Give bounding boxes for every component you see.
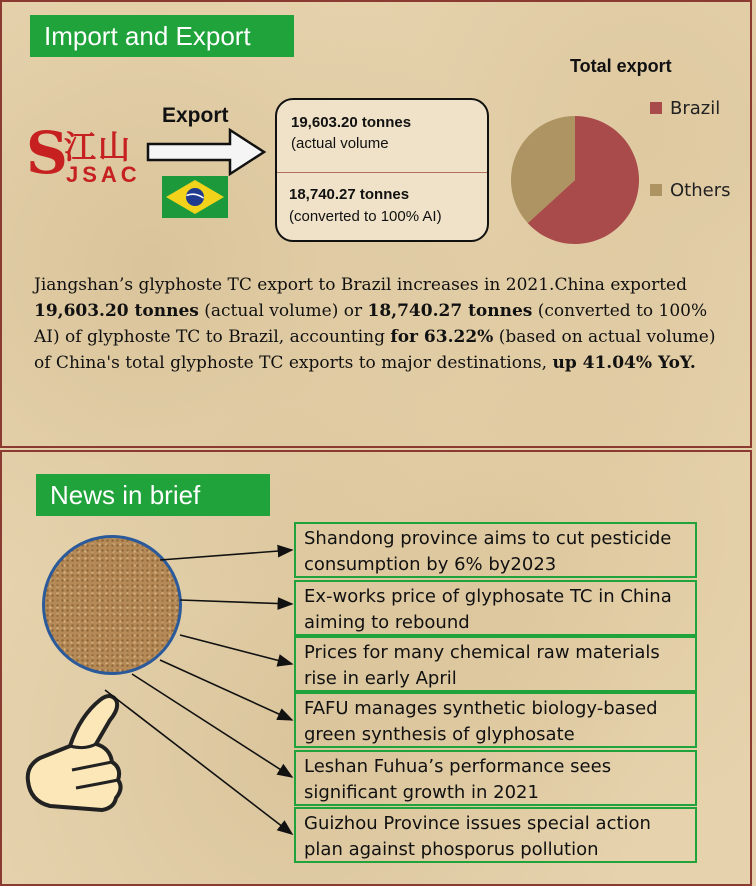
legend-swatch-others (650, 184, 662, 196)
brazil-flag-icon (162, 176, 228, 218)
news-item[interactable]: Shandong province aims to cut pesticide consumption by 6% by2023 (294, 522, 697, 578)
legend-item-others (650, 180, 731, 201)
export-summary-paragraph (34, 272, 734, 376)
volume-divider (277, 172, 487, 173)
total-export-pie-chart (505, 110, 645, 250)
cork-board-image (42, 535, 182, 675)
legend-label-others: Others (670, 180, 731, 201)
pie-chart-title: Total export (570, 56, 672, 76)
news-item[interactable]: Guizhou Province issues special action plan against phosporus pollution (294, 807, 697, 863)
summary-share: for 63.22% (390, 327, 494, 347)
export-arrow-icon (146, 126, 268, 178)
summary-converted-volume: 18,740.27 tonnes (367, 301, 533, 321)
legend-item-brazil (650, 98, 720, 119)
logo-chinese-text: 江山 (64, 128, 133, 166)
summary-text: (actual volume) or (198, 301, 368, 321)
converted-volume-value: 18,740.27 tonnes (289, 186, 410, 203)
news-heading: News in brief (36, 474, 270, 516)
summary-growth: up 41.04% YoY. (552, 353, 696, 373)
news-item[interactable]: Prices for many chemical raw materials rise in early April (294, 636, 697, 692)
logo-s-mark: S (26, 119, 68, 187)
news-item[interactable]: Leshan Fuhua’s performance sees significant growth in 2021 (294, 750, 697, 806)
summary-text: (converted to 100% AI) of glyphoste TC to Brazil, accounting (34, 301, 708, 347)
converted-volume-note: (converted to 100% AI) (289, 208, 442, 225)
actual-volume-note: (actual volume (291, 135, 389, 152)
summary-text: Jiangshan’s glyphoste TC export to Brazil increases in 2021.China exported (34, 275, 687, 295)
news-item[interactable]: Ex-works price of glyphosate TC in China aiming to rebound (294, 580, 697, 636)
logo-english-text: JSAC (66, 162, 141, 187)
news-item[interactable]: FAFU manages synthetic biology-based green synthesis of glyphosate (294, 692, 697, 748)
summary-text: (based on actual volume) of China's total glyphoste TC exports to major destinations, (34, 327, 716, 373)
legend-swatch-brazil (650, 102, 662, 114)
export-label: Export (162, 104, 229, 127)
summary-actual-volume: 19,603.20 tonnes (34, 301, 199, 321)
legend-label-brazil: Brazil (670, 98, 721, 119)
jsac-logo (24, 118, 144, 190)
import-export-heading: Import and Export (30, 15, 294, 57)
volume-box (275, 98, 489, 242)
pointing-hand-icon (10, 686, 150, 826)
actual-volume-value: 19,603.20 tonnes (291, 114, 412, 131)
